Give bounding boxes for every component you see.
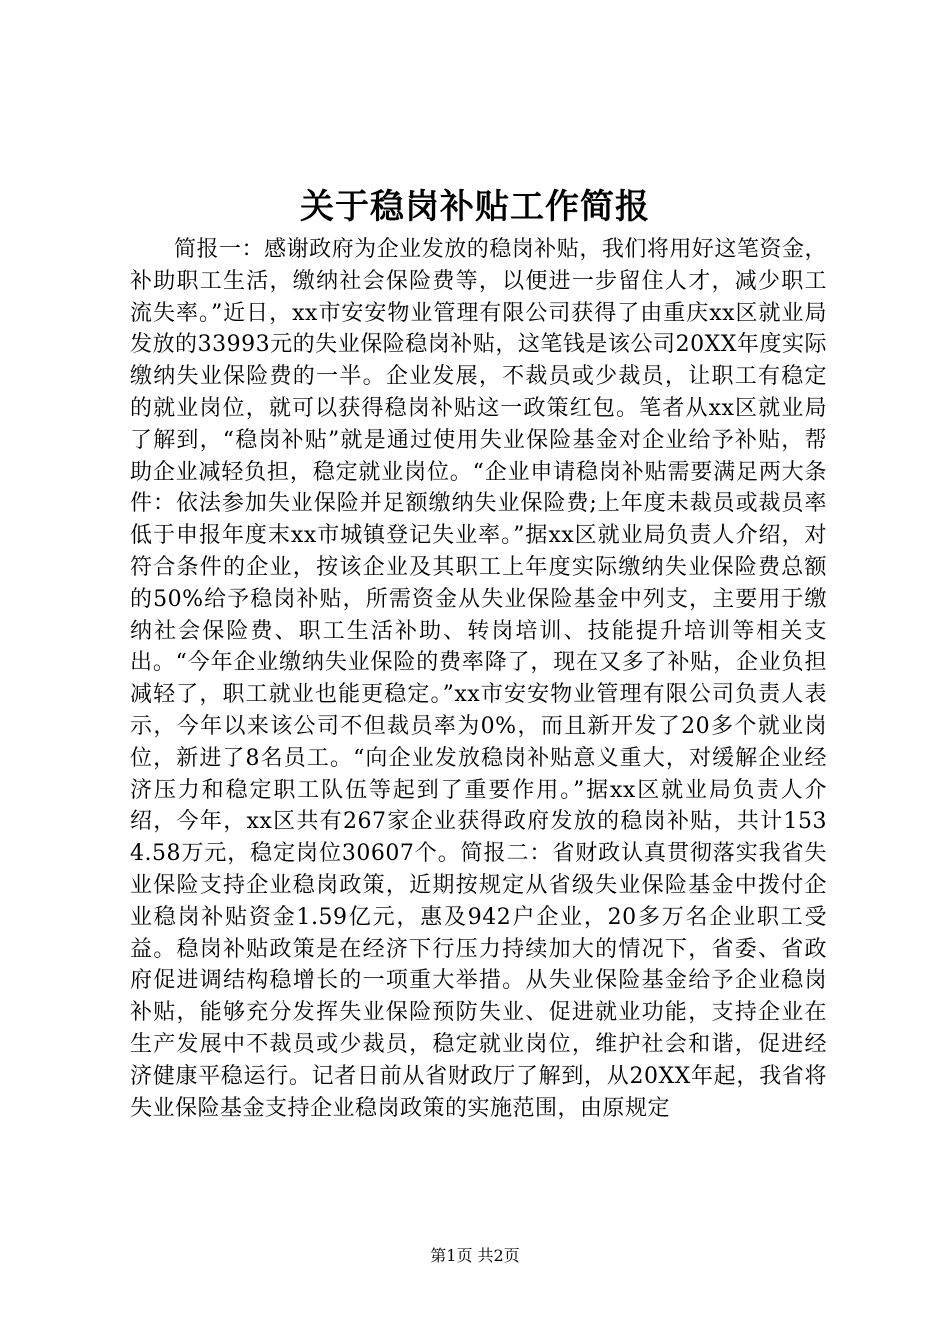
document-title: 关于稳岗补贴工作简报 (300, 187, 650, 227)
page-number-footer: 第1页 共2页 (430, 1246, 520, 1265)
document-body: 简报一：感谢政府为企业发放的稳岗补贴，我们将用好这笔资金，补助职工生活，缴纳社会保险费等，以便进一步留住人才，减少职工流失率。”近日，xx市安安物业管理有限公司获得了由重庆xx区就业局发放的33993元的失业保险稳岗补贴，这笔钱是该公司20XX年度实际缴纳失业保险费的一半。企业发展，不裁员或少裁员，让职工有稳定的就业岗位，就可以获得稳岗补贴这一政策红包。笔者从xx区就业局了解到，“稳岗补贴”就是通过使用失业保险基金对企业给予补贴，帮助企业减轻负担，稳定就业岗位。“企业申请稳岗补贴需要满足两大条件：依法参加失业保险并足额缴纳失业保险费;上年度未裁员或裁员率低于申报年度末xx市城镇登记失业率。”据xx区就业局负责人介绍，对符合条件的企业，按该企业及其职工上年度实际缴纳失业保险费总额的50%给予稳岗补贴，所需资金从失业保险基金中列支，主要用于缴纳社会保险费、职工生活补助、转岗培训、技能提升培训等相关支出。“今年企业缴纳失业保险的费率降了，现在又多了补贴，企业负担减轻了，职工就业也能更稳定。”xx市安安物业管理有限公司负责人表示，今年以来该公司不但裁员率为0%，而且新开发了20多个就业岗位，新进了8名员工。“向企业发放稳岗补贴意义重大，对缓解企业经济压力和稳定职工队伍等起到了重要作用。”据xx区就业局负责人介绍，今年，xx区共有267家企业获得政府发放的稳岗补贴，共计1534.58万元，稳定岗位30607个。简报二：省财政认真贯彻落实我省失业保险支持企业稳岗政策，近期按规定从省级失业保险基金中拨付企业稳岗补贴资金1.59亿元，惠及942户企业，20多万名企业职工受益。稳岗补贴政策是在经济下行压力持续加大的情况下，省委、省政府促进调结构稳增长的一项重大举措。从失业保险基金给予企业稳岗补贴，能够充分发挥失业保险预防失业、促进就业功能，支持企业在生产发展中不裁员或少裁员，稳定就业岗位，维护社会和谐，促进经济健康平稳运行。记者日前从省财政厅了解到，从20XX年起，我省将失业保险基金支持企业稳岗政策的实施范围，由原规定 (130, 237, 827, 1121)
